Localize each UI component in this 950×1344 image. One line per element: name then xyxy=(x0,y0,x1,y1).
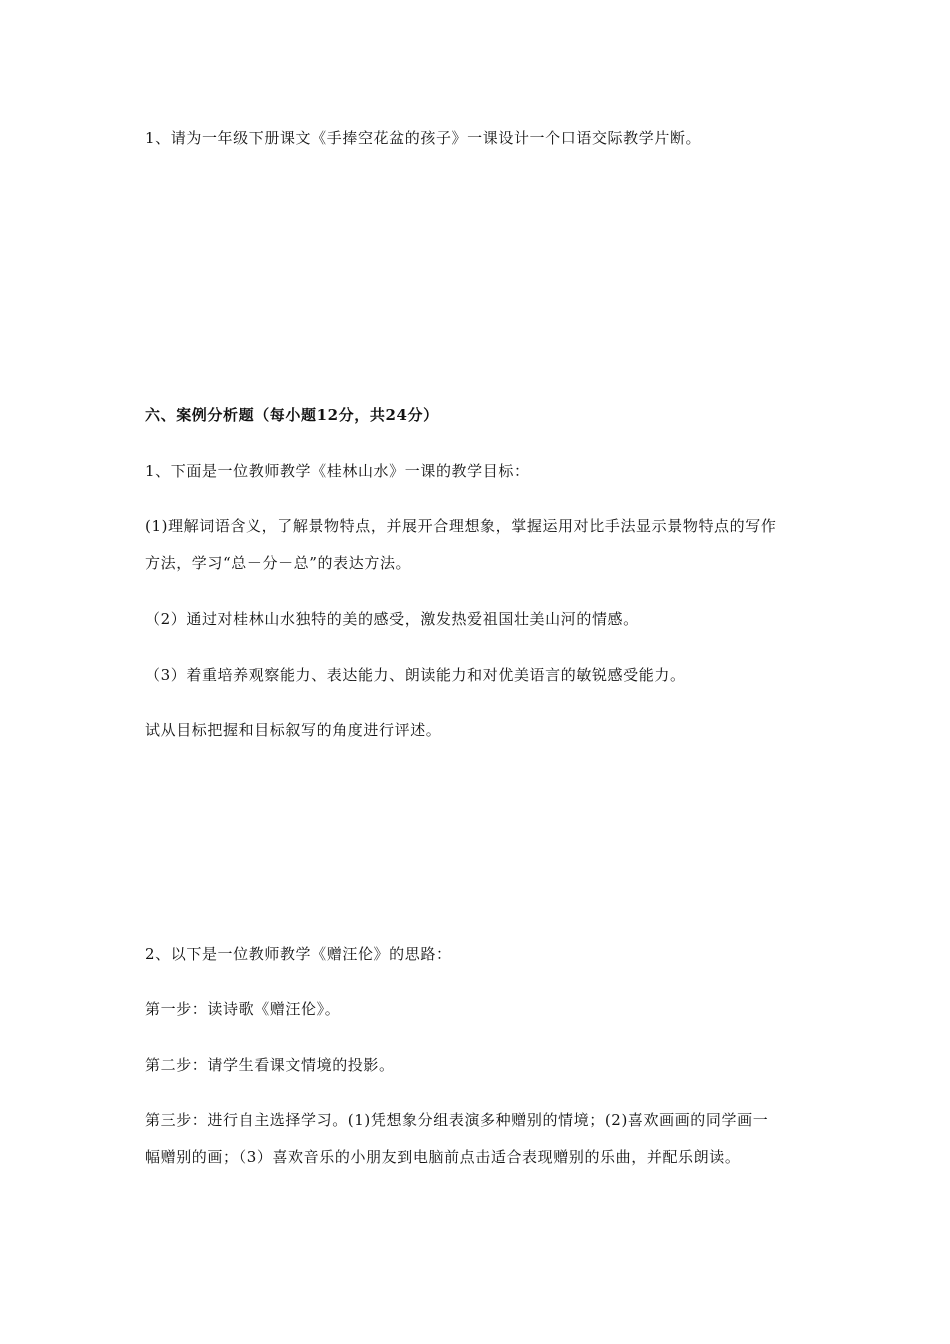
section-6-heading: 六、案例分析题（每小题12分，共24分） xyxy=(145,406,439,424)
question-6-1-task: 试从目标把握和目标叙写的角度进行评述。 xyxy=(145,721,442,739)
question-6-2-step-3-line-1: 第三步：进行自主选择学习。(1)凭想象分组表演多种赠别的情境；(2)喜欢画画的同学画一 xyxy=(145,1111,769,1129)
question-6-2-step-1: 第一步：读诗歌《赠汪伦》。 xyxy=(145,1000,341,1018)
question-6-1-goal-3: （3）着重培养观察能力、表达能力、朗读能力和对优美语言的敏锐感受能力。 xyxy=(145,666,686,684)
question-6-2-step-3-line-2: 幅赠别的画；（3）喜欢音乐的小朋友到电脑前点击适合表现赠别的乐曲，并配乐朗读。 xyxy=(145,1148,741,1166)
question-6-2-step-2: 第二步：请学生看课文情境的投影。 xyxy=(145,1056,395,1074)
question-6-1-goal-1-line-1: (1)理解词语含义，了解景物特点，并展开合理想象，掌握运用对比手法显示景物特点的写作 xyxy=(145,517,777,535)
question-5-1: 1、请为一年级下册课文《手捧空花盆的孩子》一课设计一个口语交际教学片断。 xyxy=(145,129,702,147)
question-6-1-intro: 1、下面是一位教师教学《桂林山水》一课的教学目标： xyxy=(145,462,530,480)
question-6-2-intro: 2、以下是一位教师教学《赠汪伦》的思路： xyxy=(145,945,452,963)
question-6-1-goal-2: （2）通过对桂林山水独特的美的感受，激发热爱祖国壮美山河的情感。 xyxy=(145,610,639,628)
question-6-1-goal-1-line-2: 方法，学习“总－分－总”的表达方法。 xyxy=(145,554,412,572)
